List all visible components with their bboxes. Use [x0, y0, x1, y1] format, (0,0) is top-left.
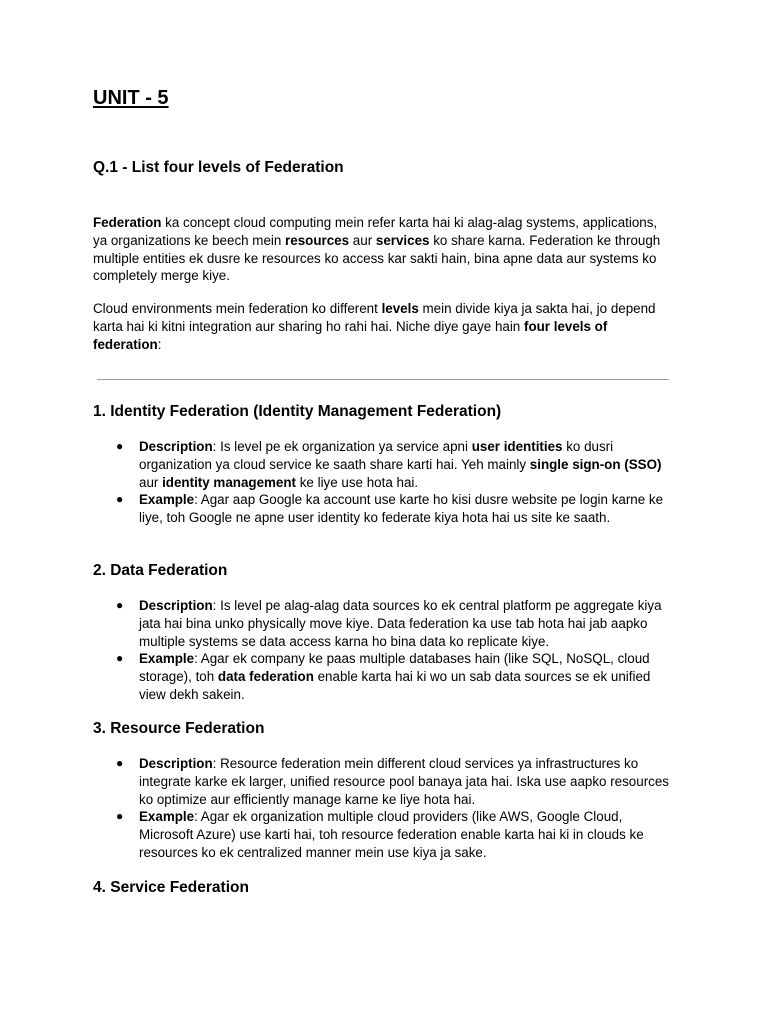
list-item-text: Example: Agar ek company ke paas multiple databases hain (like SQL, NoSQL, cloud storage), toh data federation enable karta hai ki wo un sab data sources se ek unified view dekh sakein.: [139, 651, 651, 702]
bold-text: Description: [139, 439, 213, 454]
bold-text: resources: [285, 232, 350, 248]
intro-paragraph-2: Cloud environments mein federation ko different levels mein divide kiya ja sakta hai, jo depend karta hai ki kitni integration aur sharing ho rahi hai. Niche diye gaye hain four levels of federation:: [93, 301, 656, 352]
bold-text: Federation: [93, 215, 162, 230]
bullet-icon: ●: [116, 809, 124, 824]
bold-text: Example: [139, 809, 195, 825]
section-title-resource-federation: 3. Resource Federation: [93, 720, 265, 737]
bold-text: data federation: [217, 669, 314, 685]
bullet-icon: ●: [116, 651, 124, 666]
bold-text: single sign-on (SSO): [529, 456, 662, 472]
list-item: [93, 491, 675, 527]
bold-text: identity management: [162, 474, 297, 490]
identity-federation-list: [93, 438, 675, 527]
bold-text: services: [375, 232, 430, 248]
list-item: [93, 650, 675, 703]
bullet-icon: ●: [116, 756, 124, 770]
section-title-identity-federation: 1. Identity Federation (Identity Management Federation): [93, 403, 502, 420]
bold-text: Description: [139, 598, 213, 613]
bullet-icon: ●: [116, 598, 124, 612]
list-item: [93, 755, 675, 808]
list-item: [93, 597, 675, 650]
list-item-text: Example: Agar ek organization multiple cloud providers (like AWS, Google Cloud, Microsoft Azure) use karti hai, toh resource federation enable karta hai ki in clouds ke resources ko ek centralized manner mein use kiya ja sake.: [139, 809, 644, 860]
unit-title: UNIT - 5: [93, 87, 169, 109]
bullet-icon: ●: [116, 439, 124, 453]
bold-text: Description: [139, 756, 213, 771]
bold-text: user identities: [471, 439, 563, 454]
list-item: [93, 808, 675, 861]
list-item: [93, 438, 675, 491]
list-item-text: Example: Agar aap Google ka account use karte ho kisi dusre website pe login karne ke liye, toh Google ne apne user identity ko federate kiya hota hai us site ke saath.: [139, 492, 664, 526]
section-title-service-federation: 4. Service Federation: [93, 879, 249, 896]
list-item-text: Description: Is level pe alag-alag data sources ko ek central platform pe aggregate kiya jata hai bina unko physically move kiye. Data federation ka use tab hota hai jab aapko multiple systems se data access karna ho bina data ko replicate kiye.: [139, 598, 662, 649]
question-title: Q.1 - List four levels of Federation: [93, 159, 344, 176]
horizontal-divider: [97, 379, 669, 380]
bold-text: Example: [139, 492, 195, 508]
intro-paragraph-1: Federation ka concept cloud computing mein refer karta hai ki alag-alag systems, applications, ya organizations ke beech mein resources aur services ko share karna. Federation ke through multiple entities ek dusre ke resources ko access kar sakti hain, bina apne data aur systems ko completely merge kiye.: [93, 215, 661, 284]
bold-text: Example: [139, 651, 195, 667]
list-item-text: Description: Resource federation mein different cloud services ya infrastructures ko integrate karke ek larger, unified resource pool banaya jata hai. Iska use aapko resources ko optimize aur efficiently manage karne ke liye hota hai.: [139, 756, 669, 807]
data-federation-list: [93, 597, 675, 704]
resource-federation-list: [93, 755, 675, 862]
bold-text: levels: [381, 301, 419, 316]
bullet-icon: ●: [116, 492, 124, 507]
bold-text: four levels of federation: [93, 318, 608, 352]
list-item-text: Description: Is level pe ek organization ya service apni user identities ko dusri organization ya cloud service ke saath share karti hai. Yeh mainly single sign-on (SSO) aur identity management ke liye use hota hai.: [139, 439, 662, 490]
section-title-data-federation: 2. Data Federation: [93, 562, 228, 579]
